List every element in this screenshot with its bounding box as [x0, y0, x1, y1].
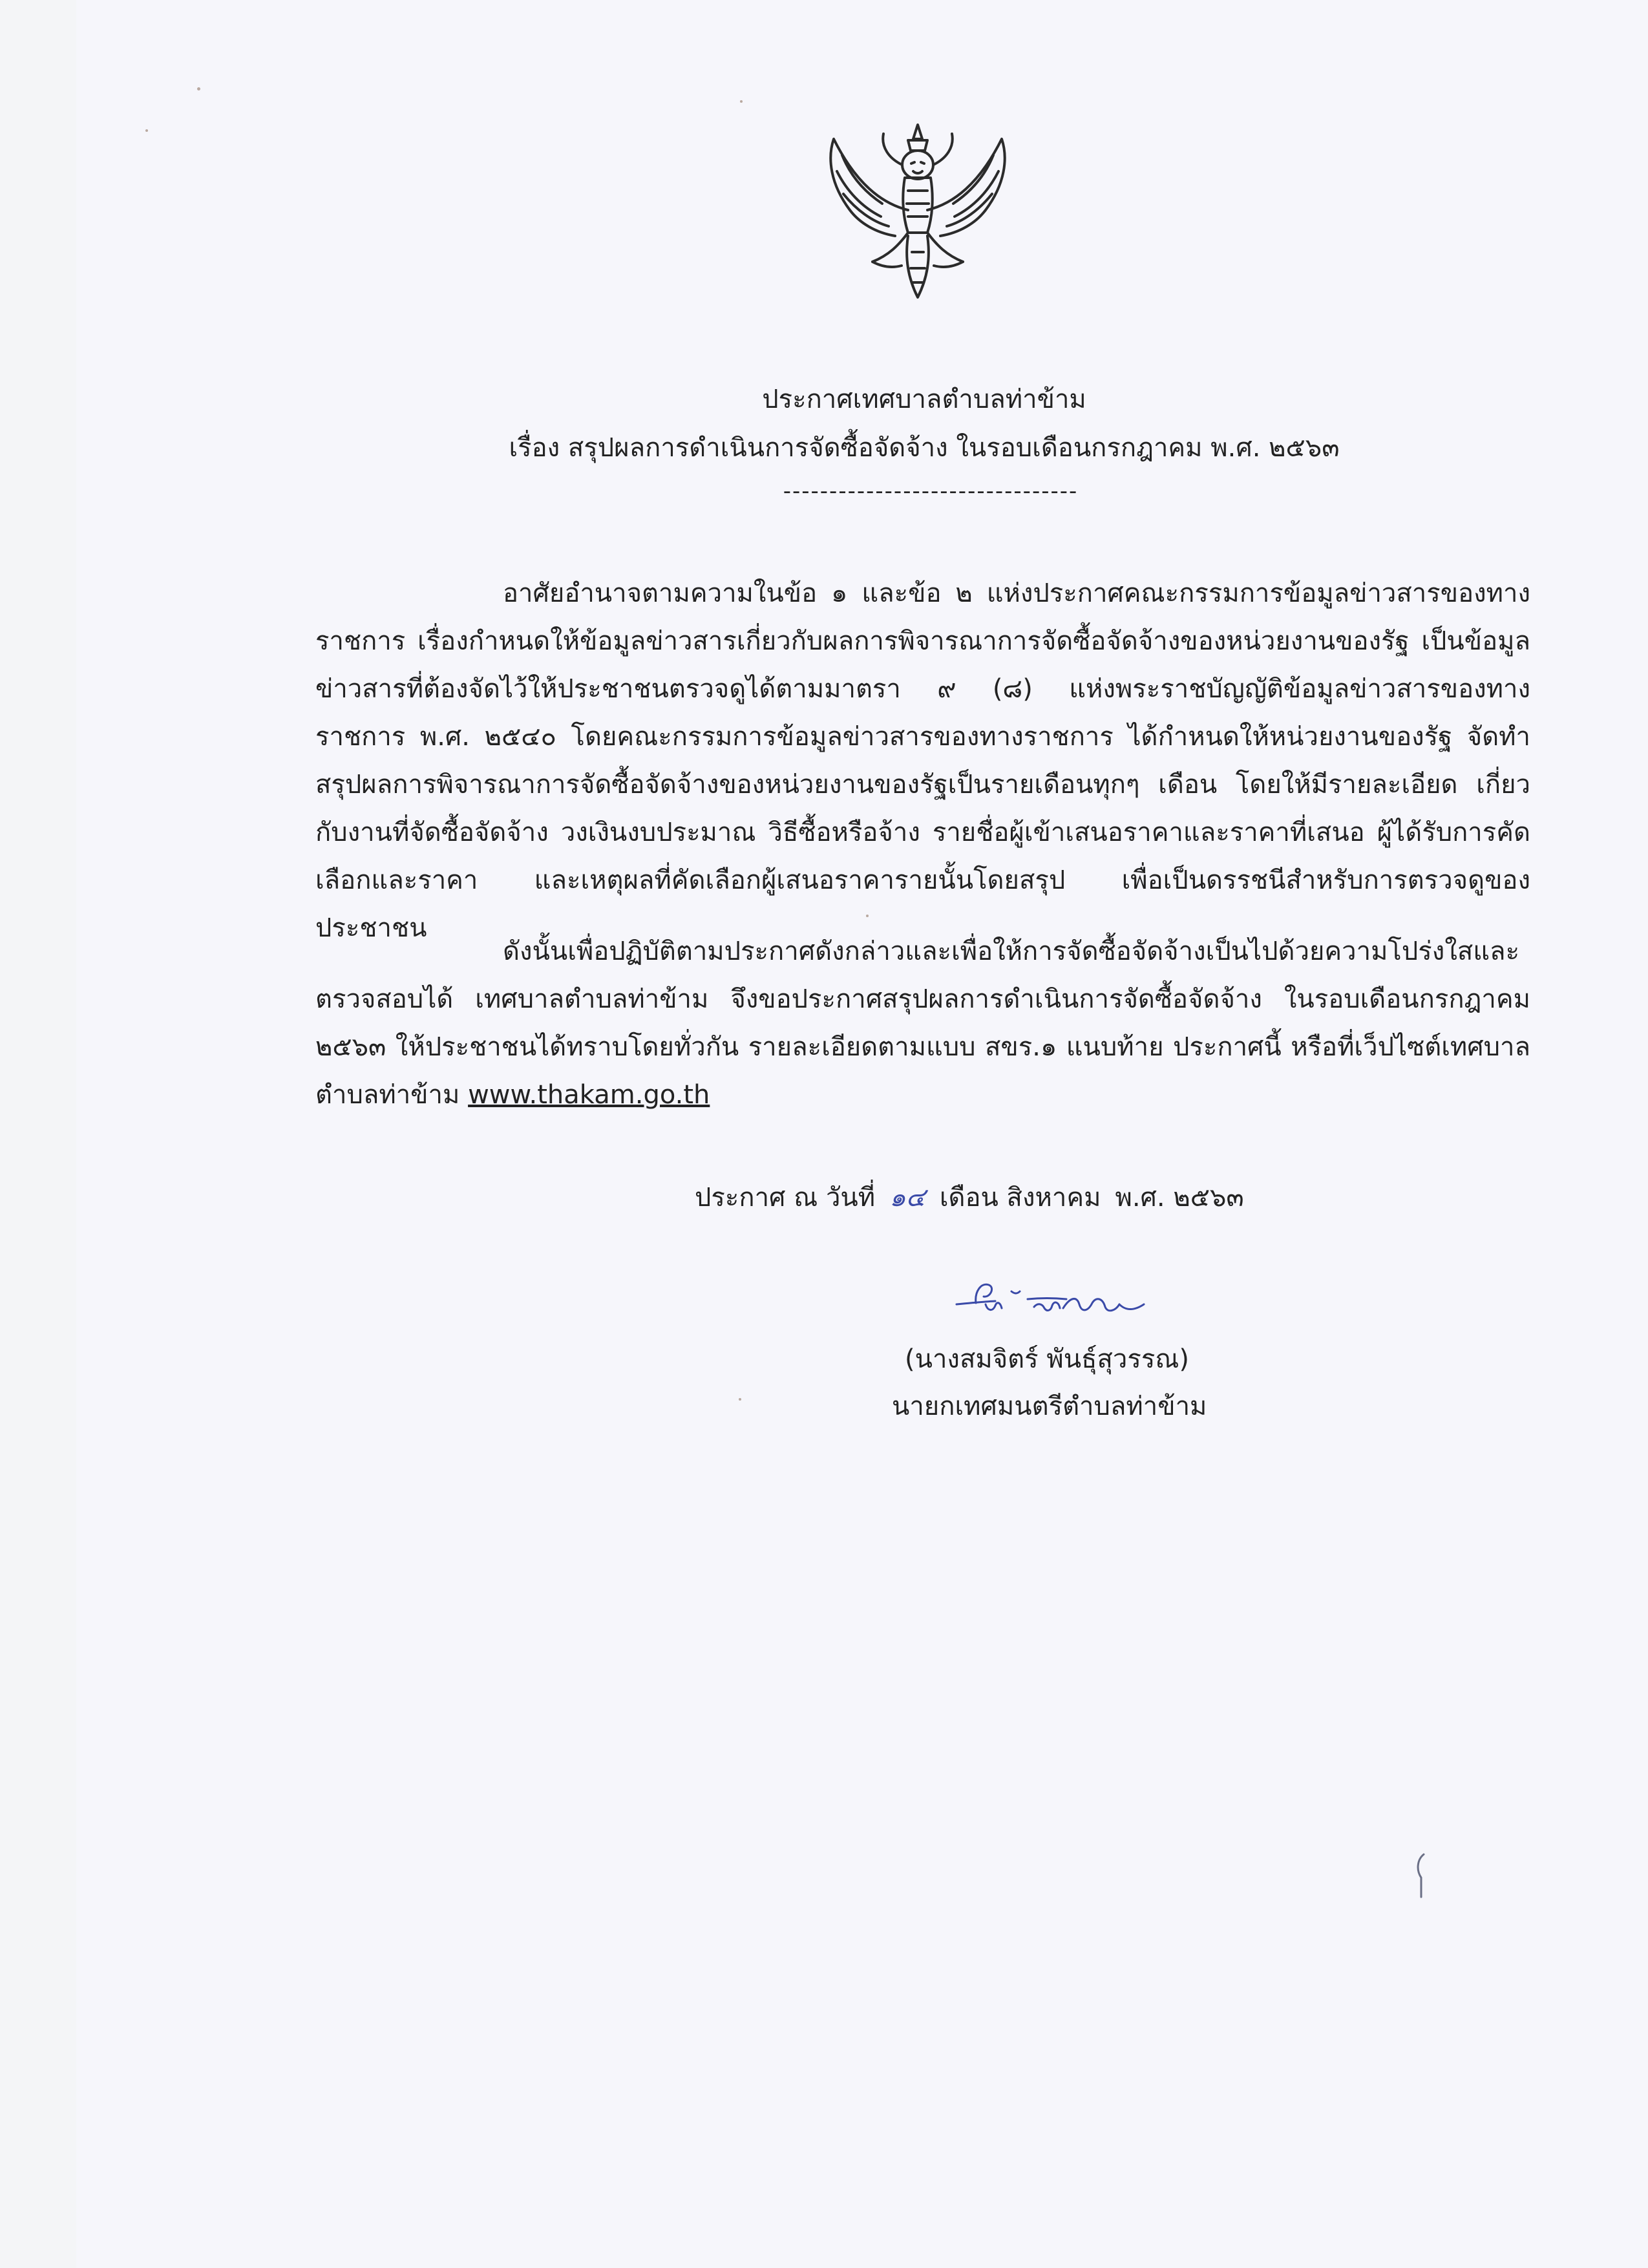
website-link[interactable]: www.thakam.go.th	[468, 1080, 710, 1110]
handwritten-signature-icon	[950, 1266, 1157, 1337]
date-day: ๑๔	[889, 1183, 925, 1213]
separator-line: --------------------------------	[783, 478, 1079, 504]
announcement-subject: เรื่อง สรุปผลการดำเนินการจัดซื้อจัดจ้าง ในรอบเดือนกรกฎาคม พ.ศ. ๒๕๖๓	[509, 433, 1340, 463]
body-paragraph-2-text: ดังนั้นเพื่อปฏิบัติตามประกาศดังกล่าวและเพื่อให้การจัดซื้อจัดจ้างเป็นไปด้วยความโปร่งใสและตรวจสอบได้ เทศบาลตำบลท่าข้าม จึงขอประกาศสรุปผลการดำเนินการจัดซื้อจัดจ้าง ในรอบเดือนกรกฎาคม ๒๕๖๓ ให้ประชาชนได้ทราบโดยทั่วกัน รายละเอียดตามแบบ สขร.๑ แนบท้าย ประกาศนี้ หรือที่เว็ปไซต์เทศบาลตำบลท่าข้าม	[315, 937, 1530, 1110]
scan-margin	[0, 0, 76, 2268]
body-paragraph-1: อาศัยอำนาจตามความในข้อ ๑ และข้อ ๒ แห่งประกาศคณะกรรมการข้อมูลข่าวสารของทางราชการ เรื่องกำหนดให้ข้อมูลข่าวสารเกี่ยวกับผลการพิจารณาการจัดซื้อจัดจ้างของหน่วยงานของรัฐ เป็นข้อมูลข่าวสารที่ต้องจัดไว้ให้ประชาชนตรวจดูได้ตามมาตรา ๙ (๘) แห่งพระราชบัญญัติข้อมูลข่าวสารของทางราชการ พ.ศ. ๒๕๔๐ โดยคณะกรรมการข้อมูลข่าวสารของทางราชการ ได้กำหนดให้หน่วยงานของรัฐ จัดทำสรุปผลการพิจารณาการจัดซื้อจัดจ้างของหน่วยงานของรัฐเป็นรายเดือนทุกๆ เดือน โดยให้มีรายละเอียด เกี่ยวกับงานที่จัดซื้อจัดจ้าง วงเงินงบประมาณ วิธีซื้อหรือจ้าง รายชื่อผู้เข้าเสนอราคาและราคาที่เสนอ ผู้ได้รับการคัดเลือกและราคา และเหตุผลที่คัดเลือกผู้เสนอราคารายนั้นโดยสรุป เพื่อเป็นดรรชนีสำหรับการตรวจดูของประชาชน	[315, 578, 1530, 943]
date-prefix: ประกาศ ณ วันที่	[695, 1183, 876, 1213]
scan-speck	[866, 915, 869, 917]
signer-name: (นางสมจิตร์ พันธุ์สุวรรณ)	[905, 1344, 1190, 1374]
scan-speck	[145, 129, 148, 132]
date-month: เดือน สิงหาคม	[939, 1183, 1101, 1213]
date-year: พ.ศ. ๒๕๖๓	[1115, 1183, 1244, 1213]
body-paragraph-2	[315, 927, 1530, 1119]
scan-speck	[740, 100, 743, 103]
signer-position: นายกเทศมนตรีตำบลท่าข้าม	[892, 1392, 1207, 1421]
scan-speck	[739, 1398, 741, 1401]
scan-mark	[1412, 1852, 1428, 1900]
garuda-emblem-icon	[811, 113, 1024, 307]
document-page	[76, 0, 1648, 2268]
announcement-date	[695, 1176, 1244, 1218]
announcement-title: ประกาศเทศบาลตำบลท่าข้าม	[762, 385, 1086, 414]
scan-speck	[197, 87, 200, 90]
